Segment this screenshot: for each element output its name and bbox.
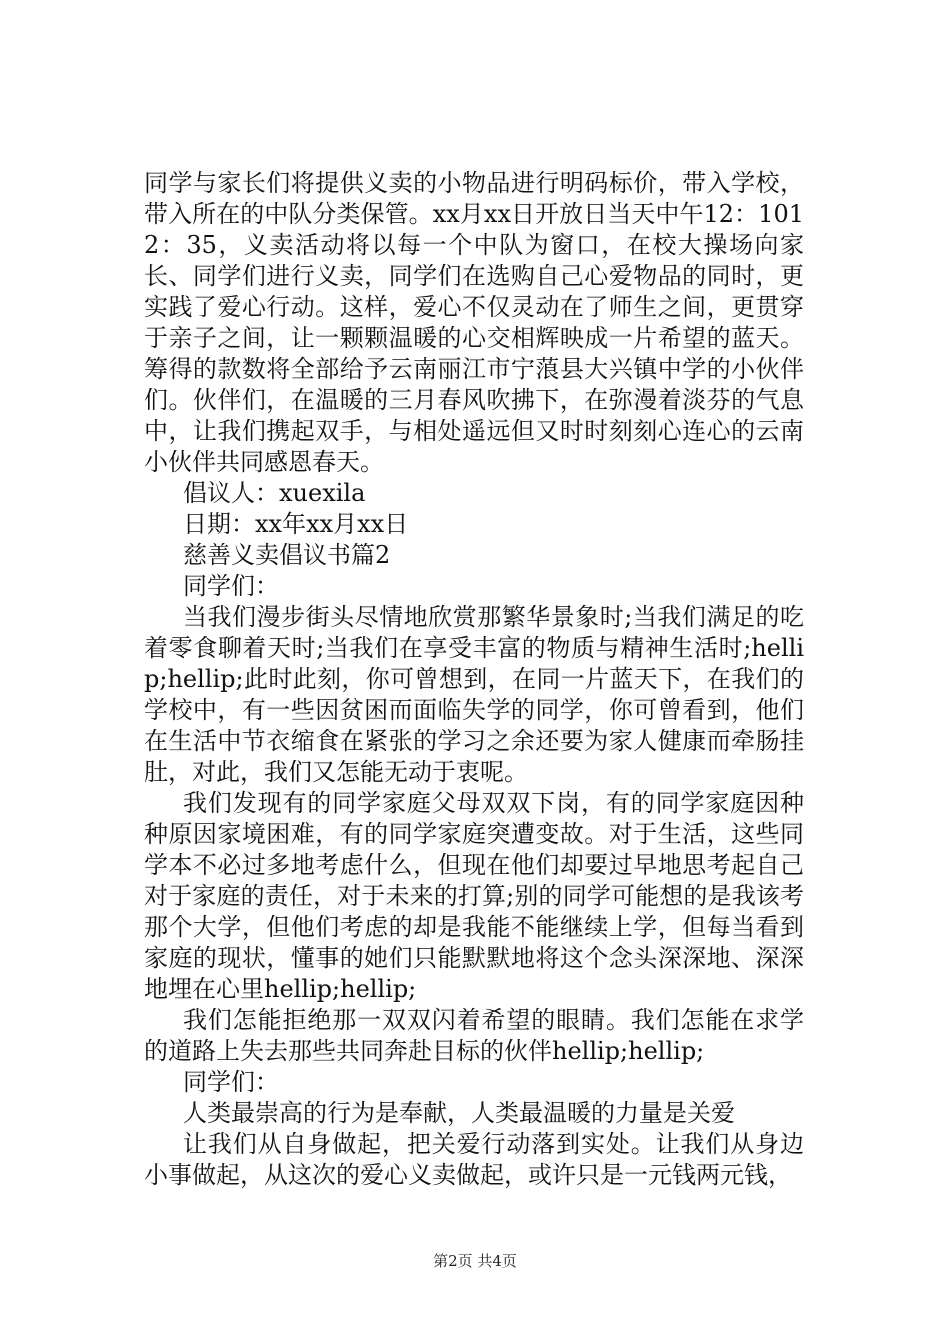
paragraph: 人类最崇高的行为是奉献，人类最温暖的力量是关爱 xyxy=(183,1099,735,1127)
date-line: 日期：xx年xx月xx日 xyxy=(183,510,409,538)
paragraph: 我们怎能拒绝那一双双闪着希望的眼睛。我们怎能在求学的道路上失去那些共同奔赴目标的伙伴hellip;hellip; xyxy=(144,1006,804,1065)
section-heading: 慈善义卖倡议书篇2 xyxy=(183,541,391,569)
paragraph: 让我们从自身做起，把关爱行动落到实处。让我们从身边小事做起，从这次的爱心义卖做起，或许只是一元钱两元钱， xyxy=(144,1130,804,1189)
document-body xyxy=(144,168,804,1191)
salutation: 同学们： xyxy=(183,572,279,600)
paragraph: 当我们漫步街头尽情地欣赏那繁华景象时;当我们满足的吃着零食聊着天时;当我们在享受丰富的物质与精神生活时;hellip;hellip;此时此刻，你可曾想到，在同一片蓝天下，在我们的学校中，有一些因贫困而面临失学的同学，你可曾看到，他们在生活中节衣缩食在紧张的学习之余还要为家人健康而牵肠挂肚，对此，我们又怎能无动于衷呢。 xyxy=(144,603,804,786)
paragraph: 我们发现有的同学家庭父母双双下岗，有的同学家庭因种种原因家境困难，有的同学家庭突遭变故。对于生活，这些同学本不必过多地考虑什么，但现在他们却要过早地思考起自己对于家庭的责任，对于未来的打算;别的同学可能想的是我该考那个大学，但他们考虑的却是我能不能继续上学，但每当看到家庭的现状，懂事的她们只能默默地将这个念头深深地、深深地埋在心里hellip;hellip; xyxy=(144,789,804,1003)
paragraph-continuation: 同学与家长们将提供义卖的小物品进行明码标价，带入学校，带入所在的中队分类保管。xx月xx日开放日当天中午12：1012：35，义卖活动将以每一个中队为窗口，在校大操场向家长、同学们进行义卖，同学们在选购自己心爱物品的同时，更实践了爱心行动。这样，爱心不仅灵动在了师生之间，更贯穿于亲子之间，让一颗颗温暖的心交相辉映成一片希望的蓝天。筹得的款数将全部给予云南丽江市宁蒗县大兴镇中学的小伙伴们。伙伴们，在温暖的三月春风吹拂下，在弥漫着淡芬的气息中，让我们携起双手，与相处遥远但又时时刻刻心连心的云南小伙伴共同感恩春天。 xyxy=(144,169,804,476)
proposer-line: 倡议人：xuexila xyxy=(183,479,366,507)
salutation: 同学们： xyxy=(183,1068,279,1096)
page-number-footer: 第2页 共4页 xyxy=(433,1252,517,1270)
